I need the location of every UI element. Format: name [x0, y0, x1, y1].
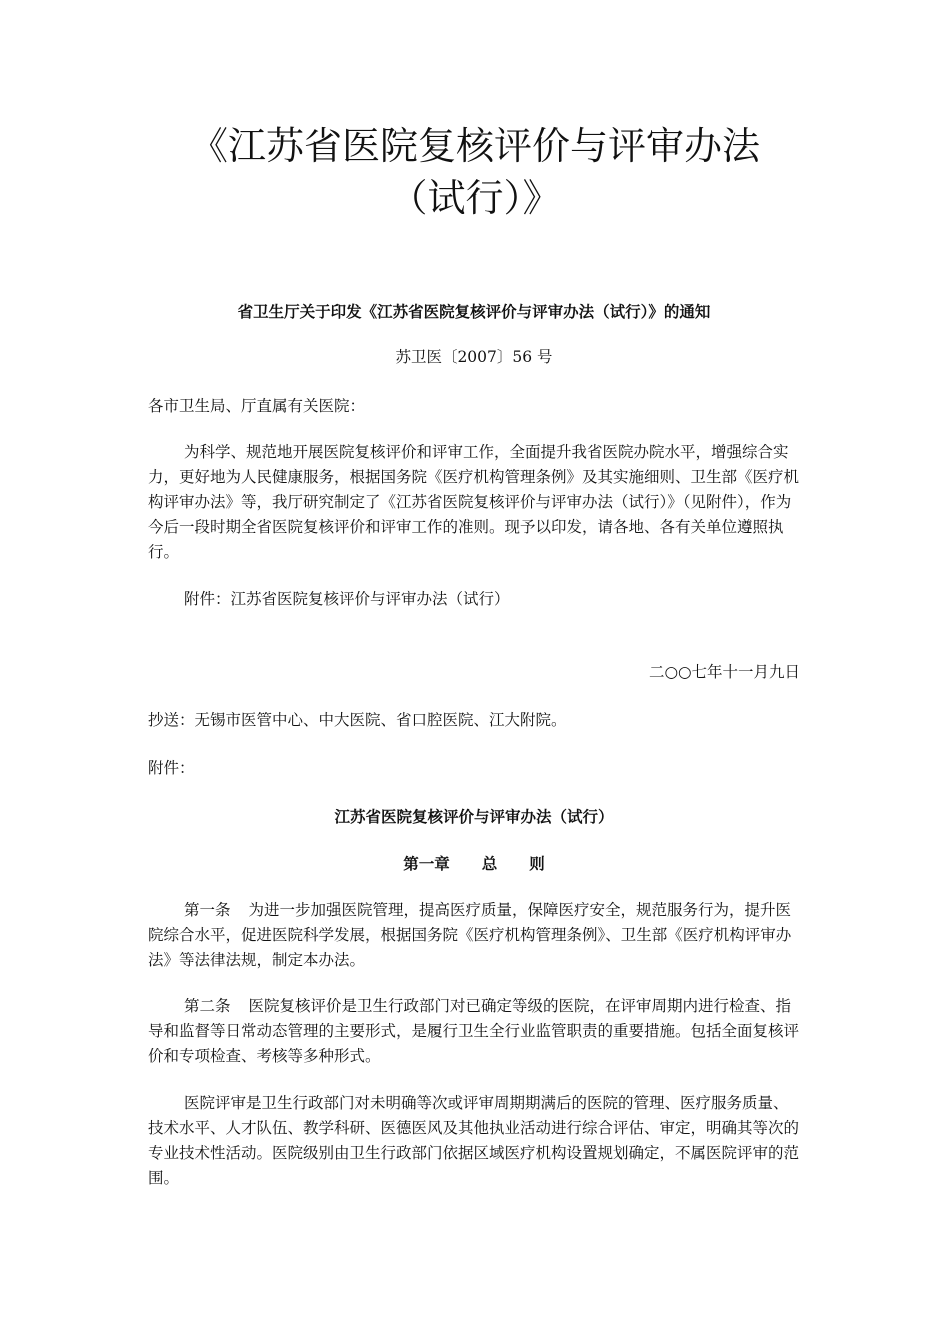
article-text: 为进一步加强医院管理，提高医疗质量，保障医疗安全，规范服务行为，提升医院综合水平，促进医院科学发展，根据国务院《医疗机构管理条例》、卫生部《医疗机构评审办法》等法律法规，制定本办法。 — [148, 901, 792, 969]
body-paragraph: 为科学、规范地开展医院复核评价和评审工作，全面提升我省医院办院水平，增强综合实力，更好地为人民健康服务，根据国务院《医疗机构管理条例》及其实施细则、卫生部《医疗机构评审办法》等，我厅研究制定了《江苏省医院复核评价与评审办法（试行）》（见附件），作为今后一段时期全省医院复核评价和评审工作的准则。现予以印发，请各地、各有关单位遵照执行。 — [148, 443, 800, 561]
chapter-title-part1: 总 — [481, 854, 498, 873]
article-label: 第二条 — [184, 997, 231, 1015]
addressee: 各市卫生局、厅直属有关医院： — [148, 397, 366, 415]
document-number: 苏卫医〔2007〕56 号 — [395, 348, 553, 366]
attachment-line: 附件：江苏省医院复核评价与评审办法（试行） — [184, 590, 510, 608]
attachment-title: 江苏省医院复核评价与评审办法（试行） — [334, 807, 614, 826]
chapter-number: 第一章 — [403, 854, 450, 873]
issue-date: 二○○七年十一月九日 — [648, 663, 800, 681]
article-2 — [148, 994, 800, 1069]
cc-line: 抄送：无锡市医管中心、中大医院、省口腔医院、江大附院。 — [148, 711, 567, 729]
document-title: 《江苏省医院复核评价与评审办法（试行）》 — [189, 124, 760, 220]
notice-heading: 省卫生厅关于印发《江苏省医院复核评价与评审办法（试行）》的通知 — [237, 302, 711, 321]
article-label: 第一条 — [184, 901, 231, 919]
chapter-title-part2: 则 — [529, 854, 545, 873]
review-definition-paragraph: 医院评审是卫生行政部门对未明确等次或评审周期期满后的医院的管理、医疗服务质量、技术水平、人才队伍、教学科研、医德医风及其他执业活动进行综合评估、审定，明确其等次的专业技术性活动。医院级别由卫生行政部门依据区域医疗机构设置规划确定，不属医院评审的范围。 — [148, 1094, 800, 1187]
article-1 — [148, 898, 800, 973]
article-text: 医院复核评价是卫生行政部门对已确定等级的医院，在评审周期内进行检查、指导和监督等日常动态管理的主要形式，是履行卫生全行业监管职责的重要措施。包括全面复核评价和专项检查、考核等多种形式。 — [148, 997, 800, 1065]
chapter-heading — [148, 851, 800, 876]
attachment-label: 附件： — [148, 759, 195, 777]
